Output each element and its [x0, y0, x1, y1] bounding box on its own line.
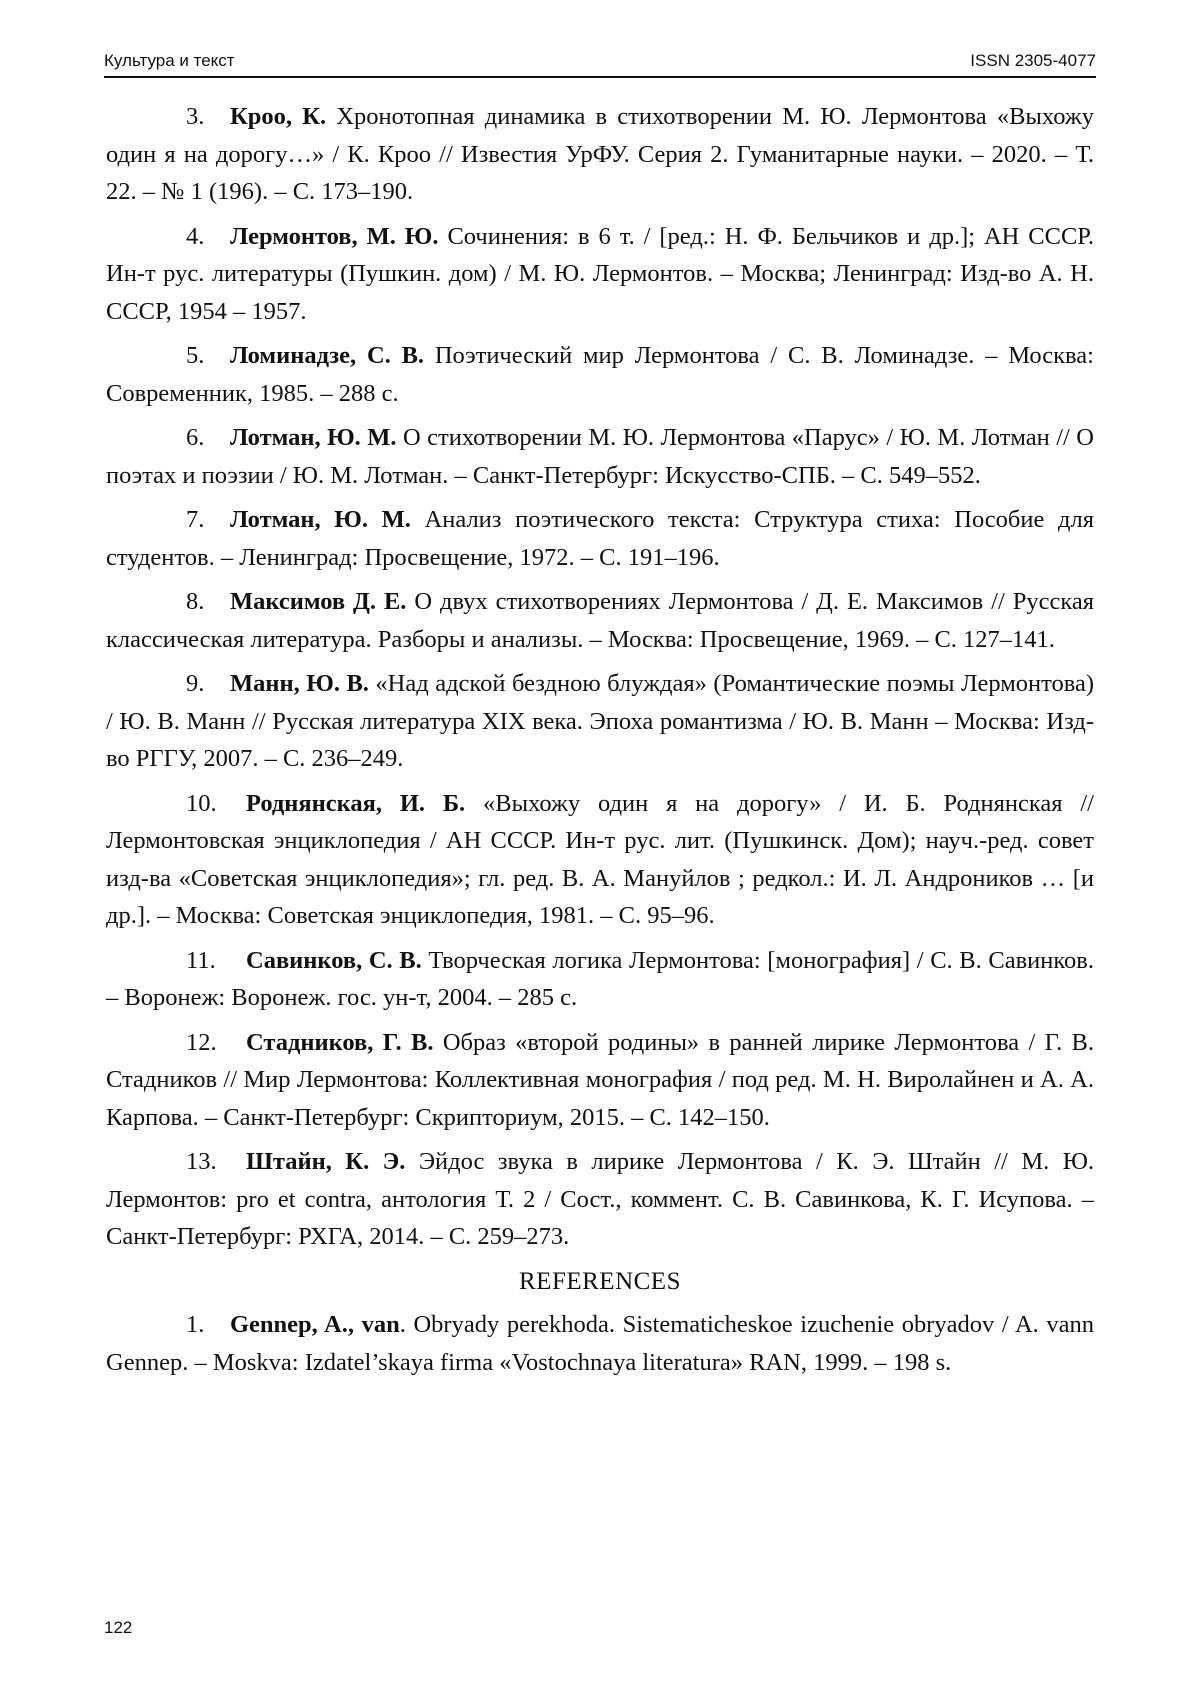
entry-text: . Obryady perekhoda. Sistematicheskoe izuchenie obryadov / A. vann Gennep. – Moskva: Izdatel’skaya firma «Vostochnaya literatura» RAN, 1999. – 198 s. — [106, 1311, 1094, 1376]
entry-text: Эйдос звука в лирике Лермонтова / К. Э. Штайн // М. Ю. Лермонтов: pro et contra, антология Т. 2 / Сост., коммент. С. В. Савинкова, К. Г. Исупова. – Санкт-Петербург: РХГА, 2014. – С. 259–273. — [106, 1148, 1094, 1250]
entry-text: Сочинения: в 6 т. / [ред.: Н. Ф. Бельчиков и др.]; АН СССР. Ин-т рус. литературы (Пушкин. дом) / М. Ю. Лермонтов. – Москва; Ленинград: Изд-во А. Н. СССР, 1954 – 1957. — [106, 222, 1094, 325]
entry-author: Лермонтов, М. Ю. — [230, 222, 439, 250]
entry-author: Ломинадзе, С. В. — [230, 342, 425, 369]
entry-number: 4. — [186, 222, 205, 250]
bibliography-entry — [106, 218, 1094, 331]
bibliography-entry — [106, 665, 1094, 778]
entry-number: 9. — [186, 670, 205, 697]
entry-text: Творческая логика Лермонтова: [монография] / С. В. Савинков. – Воронеж: Воронеж. гос. ун-т, 2004. – 285 с. — [106, 946, 1094, 1011]
entry-author: Gennep, A., van — [230, 1311, 400, 1338]
entry-number: 12. — [186, 1028, 217, 1056]
entry-text: «Над адской бездною блуждая» (Романтические поэмы Лермонтова) / Ю. В. Манн // Русская литература XIX века. Эпоха романтизма / Ю. В. Манн – Москва: Изд-во РГГУ, 2007. – С. 236–249. — [106, 670, 1094, 772]
references-heading: REFERENCES — [519, 1267, 681, 1295]
page-number: 122 — [104, 1618, 133, 1637]
entry-number: 1. — [186, 1311, 205, 1338]
entry-text: Поэтический мир Лермонтова / С. В. Ломинадзе. – Москва: Современник, 1985. – 288 с. — [106, 342, 1094, 407]
entry-text: О двух стихотворениях Лермонтова / Д. Е. Максимов // Русская классическая литература. Разборы и анализы. – Москва: Просвещение, 1969. – С. 127–141. — [106, 588, 1095, 653]
entry-text: Хронотопная динамика в стихотворении М. Ю. Лермонтова «Выхожу один я на дорогу…» / К. Кроо // Известия УрФУ. Серия 2. Гуманитарные науки. – 2020. – Т. 22. – № 1 (196). – С. 173–190. — [106, 103, 1095, 205]
entry-text: Образ «второй родины» в ранней лирике Лермонтова / Г. В. Стадников // Мир Лермонтова: Коллективная монография / под ред. М. Н. Виролайнен и А. А. Карпова. – Санкт-Петербург: Скрипториум, 2015. – С. 142–150. — [106, 1028, 1095, 1131]
entry-number: 11. — [186, 946, 216, 974]
entry-number: 6. — [186, 424, 205, 451]
entry-author: Штайн, К. Э. — [246, 1148, 406, 1175]
bibliography-entry — [106, 337, 1094, 412]
entry-author: Стадников, Г. В. — [246, 1028, 434, 1056]
entry-author: Максимов Д. Е. — [230, 588, 407, 615]
bibliography-entry — [106, 1024, 1094, 1137]
entry-author: Савинков, С. В. — [246, 946, 422, 974]
entry-text: «Выхожу один я на дорогу» / И. Б. Роднянская // Лермонтовская энциклопедия / АН СССР. Ин-т рус. лит. (Пушкинск. Дом); науч.-ред. совет изд-ва «Советская энциклопедия»; гл. ред. В. А. Мануйлов ; редкол.: И. Л. Андроников … [и др.]. – Москва: Советская энциклопедия, 1981. – С. 95–96. — [106, 789, 1094, 929]
entry-number: 13. — [186, 1148, 217, 1175]
entry-author: Роднянская, И. Б. — [246, 789, 466, 817]
reference-entry — [106, 1306, 1094, 1381]
bibliography-entry — [106, 419, 1094, 494]
entry-author: Лотман, Ю. М. — [230, 506, 411, 533]
entry-author: Кроо, К. — [230, 103, 327, 130]
entry-text: О стихотворении М. Ю. Лермонтова «Парус» / Ю. М. Лотман // О поэтах и поэзии / Ю. М. Лотман. – Санкт-Петербург: Искусство-СПБ. – С. 549–552. — [106, 424, 1094, 489]
entry-number: 7. — [186, 506, 205, 533]
bibliography-entry — [106, 1143, 1094, 1256]
bibliography-entry — [106, 942, 1094, 1017]
entry-number: 10. — [186, 789, 217, 817]
bibliography-entry — [106, 501, 1094, 576]
bibliography-entry — [106, 785, 1094, 935]
entry-author: Манн, Ю. В. — [230, 670, 369, 697]
entry-author: Лотман, Ю. М. — [230, 424, 397, 451]
entry-number: 3. — [186, 103, 205, 130]
entry-number: 5. — [186, 342, 205, 369]
bibliography-entry — [106, 583, 1094, 658]
bibliography-entry — [106, 98, 1094, 211]
issn: ISSN 2305-4077 — [970, 51, 1096, 70]
entry-number: 8. — [186, 588, 205, 615]
running-header — [104, 44, 1096, 78]
bibliography — [106, 98, 1094, 1388]
entry-text: Анализ поэтического текста: Структура стиха: Пособие для студентов. – Ленинград: Просвещение, 1972. – С. 191–196. — [106, 506, 1094, 571]
journal-title: Культура и текст — [104, 51, 235, 70]
